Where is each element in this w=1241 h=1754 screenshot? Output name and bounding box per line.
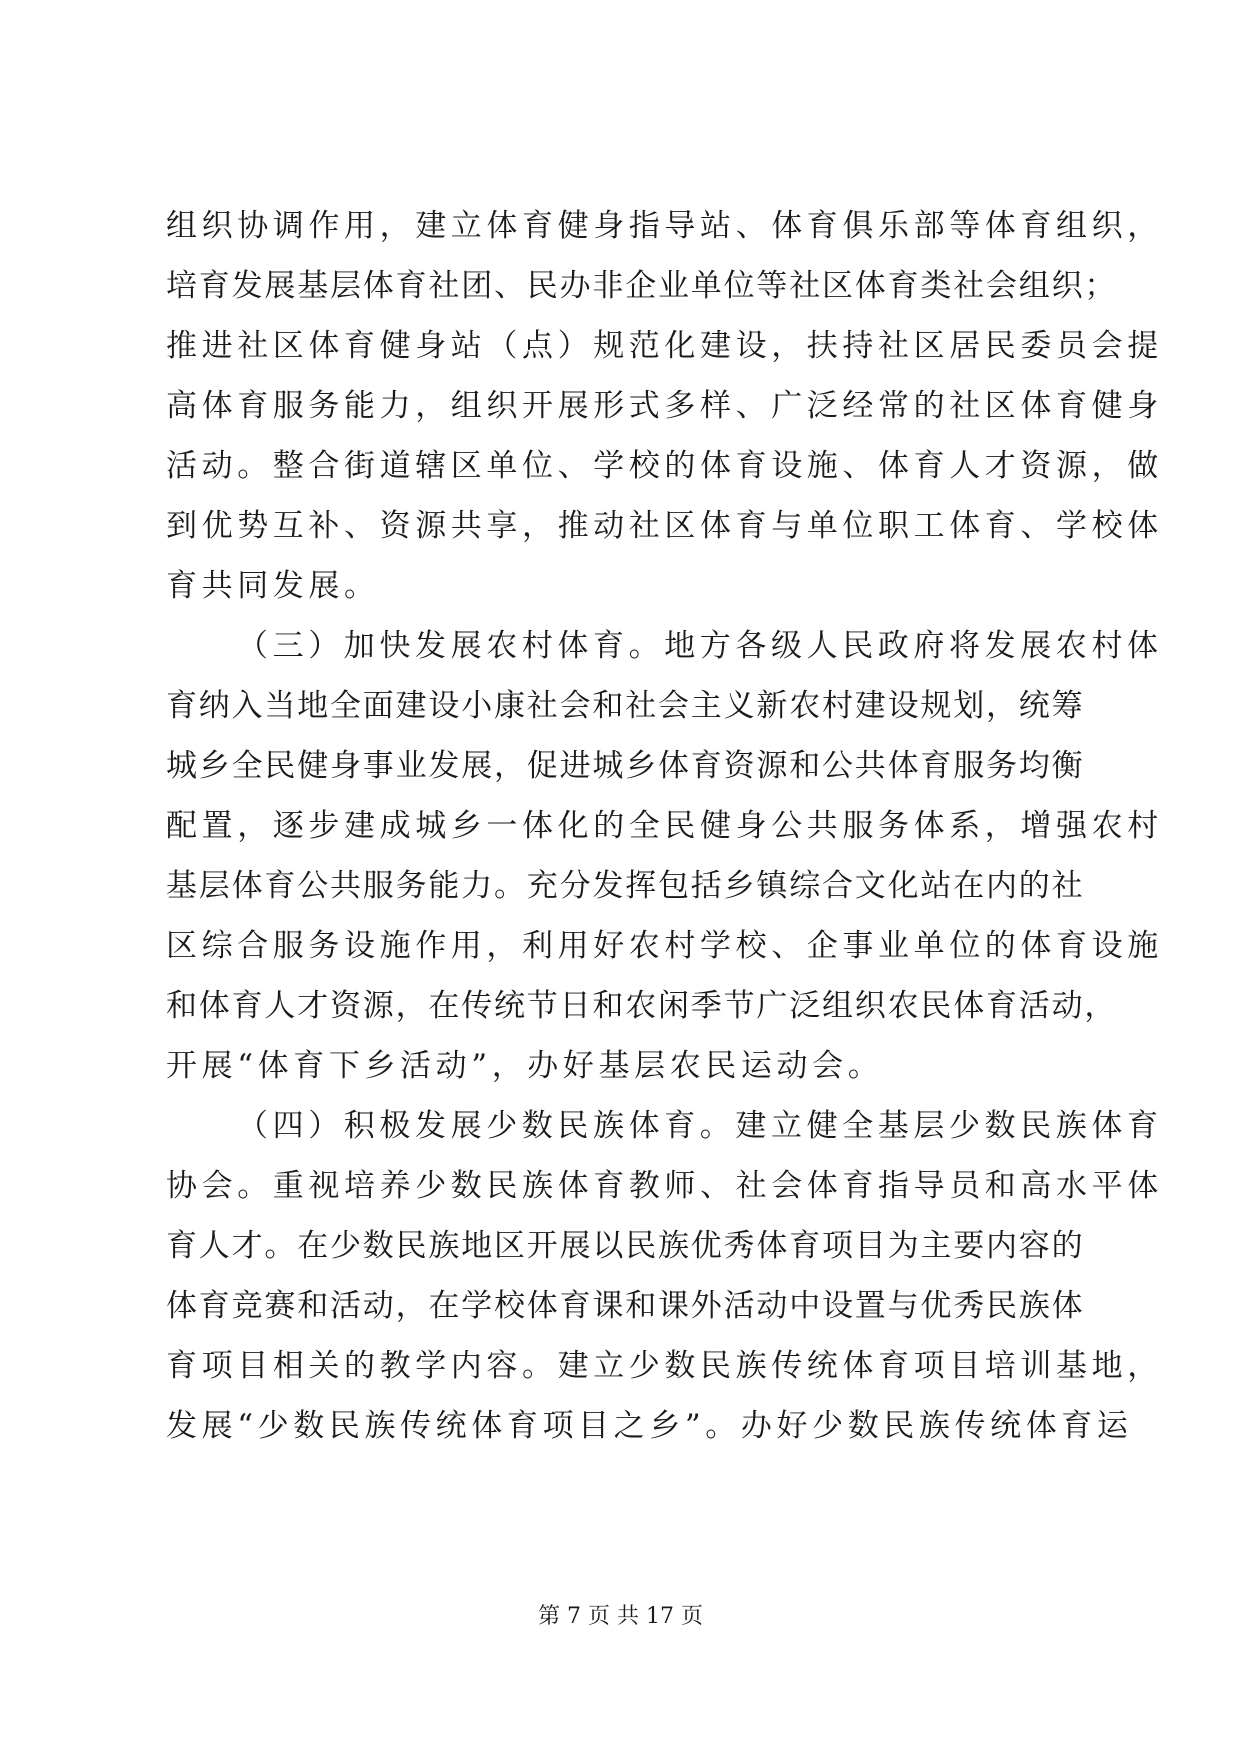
text-line: 育人才。在少数民族地区开展以民族优秀体育项目为主要内容的 — [166, 1228, 1085, 1264]
text-line: 推进社区体育健身站（点）规范化建设，扶持社区居民委员会提 — [166, 328, 1163, 364]
text-line: 区综合服务设施作用，利用好农村学校、企事业单位的体育设施 — [166, 928, 1163, 964]
text-line: 开展“体育下乡活动”，办好基层农民运动会。 — [166, 1048, 884, 1084]
text-line: 培育发展基层体育社团、民办非企业单位等社区体育类社会组织； — [166, 268, 1118, 304]
text-line: 育项目相关的教学内容。建立少数民族传统体育项目培训基地， — [166, 1348, 1163, 1384]
paragraph-heading-3: （三）加快发展农村体育。地方各级人民政府将发展农村体 — [237, 628, 1163, 664]
text-line: 到优势互补、资源共享，推动社区体育与单位职工体育、学校体 — [166, 508, 1163, 544]
text-line: 育共同发展。 — [166, 568, 380, 604]
text-line: 活动。整合街道辖区单位、学校的体育设施、体育人才资源，做 — [166, 448, 1163, 484]
text-line: 城乡全民健身事业发展，促进城乡体育资源和公共体育服务均衡 — [166, 748, 1085, 784]
text-line: 发展“少数民族传统体育项目之乡”。办好少数民族传统体育运 — [166, 1408, 1133, 1444]
text-line: 配置，逐步建成城乡一体化的全民健身公共服务体系，增强农村 — [166, 808, 1163, 844]
text-line: 育纳入当地全面建设小康社会和社会主义新农村建设规划，统筹 — [166, 688, 1085, 724]
text-line: 和体育人才资源，在传统节日和农闲季节广泛组织农民体育活动， — [166, 988, 1118, 1024]
text-line: 高体育服务能力，组织开展形式多样、广泛经常的社区体育健身 — [166, 388, 1163, 424]
text-line: 体育竞赛和活动，在学校体育课和课外活动中设置与优秀民族体 — [166, 1288, 1085, 1324]
body-text — [166, 196, 1163, 1456]
text-line: 基层体育公共服务能力。充分发挥包括乡镇综合文化站在内的社 — [166, 868, 1085, 904]
paragraph-heading-4: （四）积极发展少数民族体育。建立健全基层少数民族体育 — [237, 1108, 1163, 1144]
text-line: 协会。重视培养少数民族体育教师、社会体育指导员和高水平体 — [166, 1168, 1163, 1204]
text-line: 组织协调作用，建立体育健身指导站、体育俱乐部等体育组织， — [166, 208, 1163, 244]
page-footer: 第 7 页 共 17 页 — [538, 1604, 703, 1629]
